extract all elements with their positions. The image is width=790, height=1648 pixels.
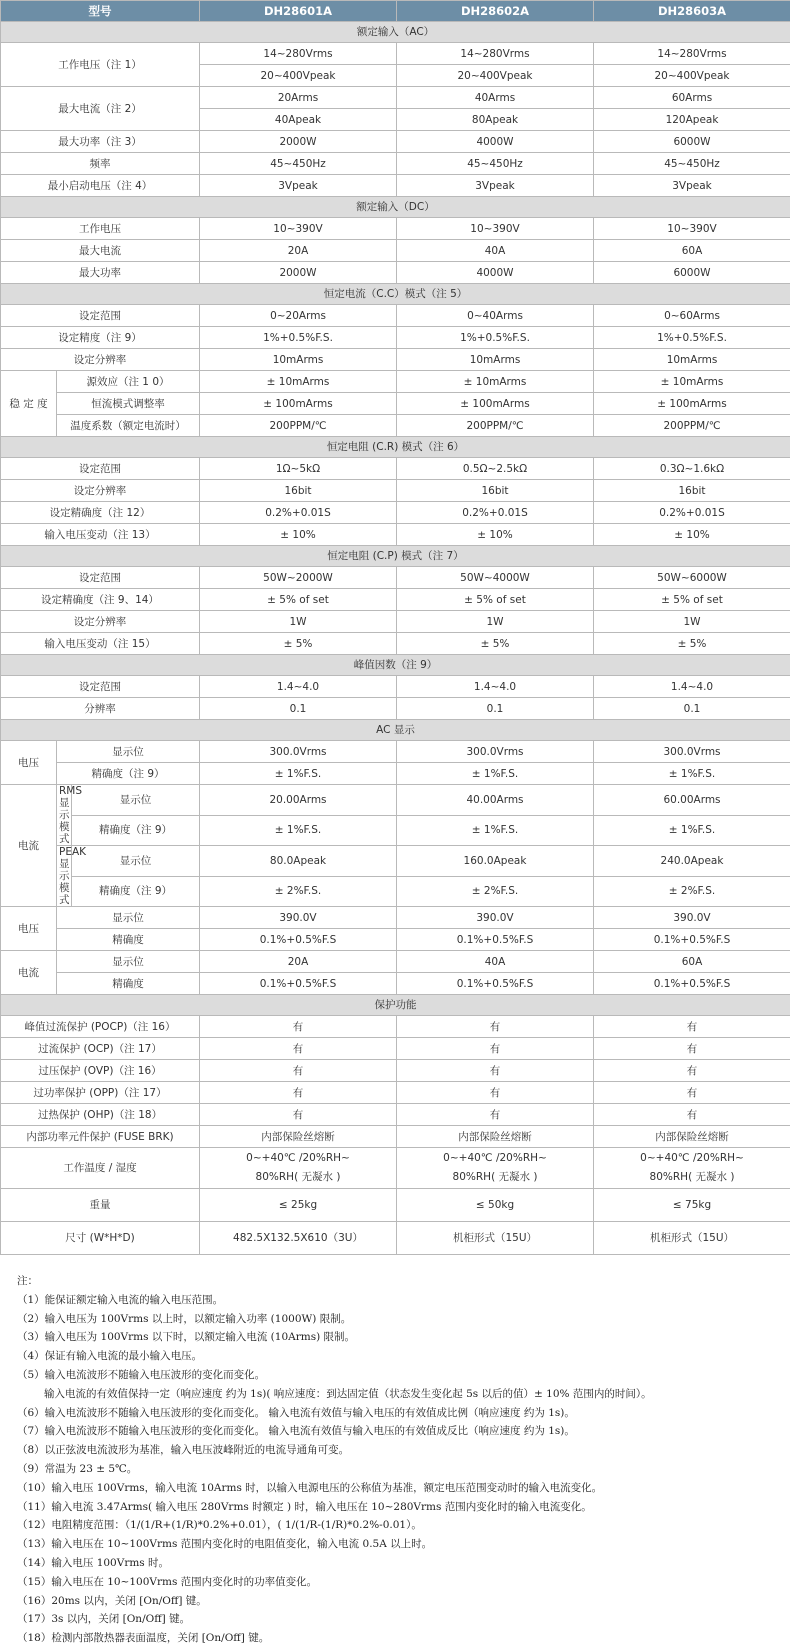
table-cell: 设定分辨率	[1, 611, 200, 633]
table-cell: 20~400Vpeak	[200, 65, 397, 87]
table-row	[1, 907, 790, 929]
note-item: （14）输入电压 100Vrms 时。	[17, 1554, 787, 1573]
table-cell: ± 10%	[397, 524, 594, 546]
table-cell: 45~450Hz	[594, 153, 790, 175]
table-cell: 200PPM/℃	[200, 415, 397, 437]
table-cell: 有	[594, 1104, 790, 1126]
table-row	[1, 1016, 790, 1038]
table-cell: 设定范围	[1, 676, 200, 698]
note-item: （11）输入电流 3.47Arms( 输入电压 280Vrms 时额定 ) 时，输入电压在 10~280Vrms 范围内变化时的输入电流变化。	[17, 1498, 787, 1517]
table-cell: 40.00Arms	[397, 785, 594, 816]
note-item: （10）输入电压 100Vrms，输入电流 10Arms 时，以输入电源电压的公称值为基准，额定电压范围变动时的输入电流变化。	[17, 1479, 787, 1498]
table-cell: ± 10%	[594, 524, 790, 546]
table-row	[1, 698, 790, 720]
table-cell: 0~20Arms	[200, 305, 397, 327]
table-cell: 0.1%+0.5%F.S	[397, 929, 594, 951]
table-cell: 0~40Arms	[397, 305, 594, 327]
table-cell: 设定精确度（注 9、14）	[1, 589, 200, 611]
table-cell: 有	[397, 1060, 594, 1082]
table-cell: ≤ 50kg	[397, 1189, 594, 1222]
table-cell: 40A	[397, 240, 594, 262]
table-cell: 0.1%+0.5%F.S	[397, 973, 594, 995]
table-cell: 20A	[200, 951, 397, 973]
table-row	[1, 371, 790, 393]
table-row	[1, 131, 790, 153]
table-row	[1, 240, 790, 262]
table-cell: 工作温度 / 湿度	[1, 1148, 200, 1189]
table-cell: 14~280Vrms	[200, 43, 397, 65]
table-cell: 1.4~4.0	[594, 676, 790, 698]
table-cell: 精确度	[57, 973, 200, 995]
table-cell: 设定范围	[1, 458, 200, 480]
table-cell: 0.1	[594, 698, 790, 720]
table-cell: 10~390V	[594, 218, 790, 240]
table-cell: 源效应（注 1 0）	[57, 371, 200, 393]
table-row	[1, 43, 790, 65]
table-row	[1, 480, 790, 502]
note-item: （6）输入电流波形不随输入电压波形的变化而变化。 输入电流有效值与输入电压的有效值成比例（响应速度 约为 1s)。	[17, 1404, 787, 1423]
table-cell: 80Apeak	[397, 109, 594, 131]
table-cell: 0.2%+0.01S	[594, 502, 790, 524]
note-item: （16）20ms 以内，关闭 [On/Off] 键。	[17, 1592, 787, 1611]
table-cell: ± 10mArms	[594, 371, 790, 393]
table-row	[1, 567, 790, 589]
header-model-label: 型号	[1, 1, 200, 22]
header-model-3: DH28603A	[594, 1, 790, 22]
table-cell: 390.0V	[200, 907, 397, 929]
table-cell: ± 10mArms	[397, 371, 594, 393]
table-cell: 0.1%+0.5%F.S	[594, 973, 790, 995]
table-cell: 电压	[1, 907, 57, 951]
table-cell: 稳 定 度	[1, 371, 57, 437]
table-cell: 3Vpeak	[397, 175, 594, 197]
table-row	[1, 951, 790, 973]
table-cell: 电流	[1, 951, 57, 995]
table-cell: 有	[200, 1104, 397, 1126]
table-row	[1, 458, 790, 480]
table-row	[1, 1060, 790, 1082]
table-row	[1, 153, 790, 175]
section-title: 保护功能	[1, 995, 790, 1016]
table-cell: 6000W	[594, 262, 790, 284]
table-cell: 内部保险丝熔断	[200, 1126, 397, 1148]
table-cell: 10~390V	[397, 218, 594, 240]
table-cell: 50W~4000W	[397, 567, 594, 589]
table-cell: 2000W	[200, 131, 397, 153]
table-row	[1, 1189, 790, 1222]
table-cell: 45~450Hz	[397, 153, 594, 175]
table-cell: ± 2%F.S.	[594, 876, 790, 907]
table-cell: 0.1	[200, 698, 397, 720]
note-item: 输入电流的有效值保持一定（响应速度 约为 1s)( 响应速度：到达固定值（状态发生变化起 5s 以后的值）± 10% 范围内的时间）。	[17, 1385, 787, 1404]
note-item: （12）电阻精度范围：（1/(1/R+(1/R)*0.2%+0.01），( 1/(1/R-(1/R)*0.2%-0.01）。	[17, 1516, 787, 1535]
table-cell: 有	[594, 1060, 790, 1082]
table-row	[1, 349, 790, 371]
table-cell: 电流	[1, 785, 57, 907]
table-cell: 内部保险丝熔断	[594, 1126, 790, 1148]
table-cell: 1.4~4.0	[397, 676, 594, 698]
table-cell: ≤ 75kg	[594, 1189, 790, 1222]
table-cell: 尺寸 (W*H*D)	[1, 1222, 200, 1255]
table-row	[1, 929, 790, 951]
table-cell: 60A	[594, 951, 790, 973]
section-header-row	[1, 720, 790, 741]
table-cell: 4000W	[397, 262, 594, 284]
table-cell: 2000W	[200, 262, 397, 284]
note-item: （7）输入电流波形不随输入电压波形的变化而变化。 输入电流有效值与输入电压的有效值成反比（响应速度 约为 1s)。	[17, 1422, 787, 1441]
table-cell: 0~+40℃ /20%RH~ 80%RH( 无凝水 )	[594, 1148, 790, 1189]
note-item: （8）以正弦波电流波形为基准，输入电压波峰附近的电流导通角可变。	[17, 1441, 787, 1460]
table-cell: 0.1%+0.5%F.S	[594, 929, 790, 951]
table-cell: 0.2%+0.01S	[200, 502, 397, 524]
table-cell: 最大功率（注 3）	[1, 131, 200, 153]
table-cell: 482.5X132.5X610（3U）	[200, 1222, 397, 1255]
section-header-row	[1, 22, 790, 43]
table-cell: 有	[397, 1082, 594, 1104]
note-item: （9）常温为 23 ± 5℃。	[17, 1460, 787, 1479]
table-cell: 设定范围	[1, 567, 200, 589]
table-cell: 40Arms	[397, 87, 594, 109]
table-cell: 工作电压	[1, 218, 200, 240]
table-row	[1, 973, 790, 995]
table-cell: 60A	[594, 240, 790, 262]
table-cell: 机柜形式（15U）	[594, 1222, 790, 1255]
table-cell: 0.5Ω~2.5kΩ	[397, 458, 594, 480]
table-cell: 0~+40℃ /20%RH~ 80%RH( 无凝水 )	[200, 1148, 397, 1189]
table-row	[1, 633, 790, 655]
table-row	[1, 87, 790, 109]
section-header-row	[1, 546, 790, 567]
header-model-1: DH28601A	[200, 1, 397, 22]
table-cell: 有	[594, 1082, 790, 1104]
table-row	[1, 327, 790, 349]
table-cell: 显示位	[72, 785, 200, 816]
spec-table-body	[1, 1, 790, 1255]
table-cell: 工作电压（注 1）	[1, 43, 200, 87]
table-cell: ± 1%F.S.	[397, 763, 594, 785]
table-cell: 重量	[1, 1189, 200, 1222]
section-header-row	[1, 197, 790, 218]
table-cell: ± 5% of set	[397, 589, 594, 611]
table-cell: 1%+0.5%F.S.	[397, 327, 594, 349]
table-row	[1, 1222, 790, 1255]
table-cell: 有	[594, 1038, 790, 1060]
section-title: 恒定电流（C.C）模式（注 5）	[1, 284, 790, 305]
note-item: （5）输入电流波形不随输入电压波形的变化而变化。	[17, 1366, 787, 1385]
notes-section	[17, 1272, 787, 1648]
table-cell: 最小启动电压（注 4）	[1, 175, 200, 197]
table-row	[1, 262, 790, 284]
table-cell: ± 2%F.S.	[397, 876, 594, 907]
table-cell: 160.0Apeak	[397, 846, 594, 877]
table-cell: 1W	[594, 611, 790, 633]
table-cell: 设定精确度（注 12）	[1, 502, 200, 524]
note-item: （18）检测内部散热器表面温度，关闭 [On/Off] 键。	[17, 1629, 787, 1648]
section-header-row	[1, 284, 790, 305]
table-cell: 有	[397, 1104, 594, 1126]
table-cell: ± 100mArms	[594, 393, 790, 415]
table-cell: 恒流模式调整率	[57, 393, 200, 415]
table-cell: 频率	[1, 153, 200, 175]
table-cell: 0~+40℃ /20%RH~ 80%RH( 无凝水 )	[397, 1148, 594, 1189]
table-cell: 设定分辨率	[1, 349, 200, 371]
table-cell: 300.0Vrms	[397, 741, 594, 763]
table-cell: 0.1%+0.5%F.S	[200, 973, 397, 995]
table-cell: 10mArms	[397, 349, 594, 371]
table-cell: 过压保护 (OVP)（注 16）	[1, 1060, 200, 1082]
table-cell: 显示位	[57, 741, 200, 763]
table-cell: 1W	[200, 611, 397, 633]
table-cell: 60.00Arms	[594, 785, 790, 816]
table-cell: 200PPM/℃	[397, 415, 594, 437]
table-cell: 3Vpeak	[594, 175, 790, 197]
table-cell: 设定分辨率	[1, 480, 200, 502]
table-cell: 0~60Arms	[594, 305, 790, 327]
table-row	[1, 589, 790, 611]
table-cell: ± 1%F.S.	[594, 763, 790, 785]
table-cell: 输入电压变动（注 13）	[1, 524, 200, 546]
section-title: 额定输入（DC）	[1, 197, 790, 218]
table-cell: 300.0Vrms	[200, 741, 397, 763]
table-cell: 1%+0.5%F.S.	[200, 327, 397, 349]
table-cell: 温度系数（额定电流时）	[57, 415, 200, 437]
table-cell: 有	[397, 1016, 594, 1038]
table-cell: ± 5% of set	[200, 589, 397, 611]
table-cell: 有	[200, 1082, 397, 1104]
table-cell: 14~280Vrms	[397, 43, 594, 65]
table-cell: 有	[200, 1038, 397, 1060]
table-cell: 40Apeak	[200, 109, 397, 131]
table-row	[1, 876, 790, 907]
note-item: （3）输入电压为 100Vrms 以下时，以额定输入电流 (10Arms) 限制。	[17, 1328, 787, 1347]
table-cell: 390.0V	[594, 907, 790, 929]
table-cell: ± 100mArms	[397, 393, 594, 415]
table-cell: 60Arms	[594, 87, 790, 109]
table-cell: 10mArms	[594, 349, 790, 371]
table-row	[1, 1126, 790, 1148]
note-item: （13）输入电压在 10~100Vrms 范围内变化时的电阻值变化，输入电流 0.5A 以上时。	[17, 1535, 787, 1554]
table-cell: ± 1%F.S.	[594, 815, 790, 846]
table-cell: 16bit	[397, 480, 594, 502]
table-cell: 0.1	[397, 698, 594, 720]
table-row	[1, 611, 790, 633]
table-row	[1, 502, 790, 524]
table-cell: 最大电流	[1, 240, 200, 262]
table-row	[1, 1038, 790, 1060]
table-row	[1, 305, 790, 327]
table-cell: 16bit	[594, 480, 790, 502]
table-cell: 电压	[1, 741, 57, 785]
table-row	[1, 1104, 790, 1126]
table-cell: 有	[200, 1060, 397, 1082]
header-model-2: DH28602A	[397, 1, 594, 22]
table-row	[1, 846, 790, 877]
table-cell: 45~450Hz	[200, 153, 397, 175]
section-header-row	[1, 995, 790, 1016]
table-row	[1, 676, 790, 698]
table-row	[1, 175, 790, 197]
table-cell: 过功率保护 (OPP)（注 17）	[1, 1082, 200, 1104]
table-cell: ± 10%	[200, 524, 397, 546]
table-row	[1, 741, 790, 763]
table-cell: 机柜形式（15U）	[397, 1222, 594, 1255]
table-cell: PEAK 显示 模式	[57, 846, 72, 907]
table-cell: 精确度（注 9）	[72, 815, 200, 846]
table-cell: 240.0Apeak	[594, 846, 790, 877]
section-title: 恒定电阻 (C.P) 模式（注 7）	[1, 546, 790, 567]
table-cell: 10~390V	[200, 218, 397, 240]
table-cell: 20~400Vpeak	[397, 65, 594, 87]
section-title: 峰值因数（注 9）	[1, 655, 790, 676]
table-cell: 20A	[200, 240, 397, 262]
table-row	[1, 415, 790, 437]
table-cell: 20~400Vpeak	[594, 65, 790, 87]
table-cell: 6000W	[594, 131, 790, 153]
table-cell: 50W~6000W	[594, 567, 790, 589]
table-cell: 精确度（注 9）	[57, 763, 200, 785]
table-cell: 16bit	[200, 480, 397, 502]
table-cell: 1%+0.5%F.S.	[594, 327, 790, 349]
table-cell: RMS 显示 模式	[57, 785, 72, 846]
table-cell: 20Arms	[200, 87, 397, 109]
table-cell: 0.3Ω~1.6kΩ	[594, 458, 790, 480]
table-cell: 最大功率	[1, 262, 200, 284]
table-row	[1, 785, 790, 816]
table-cell: ± 1%F.S.	[200, 815, 397, 846]
table-cell: ± 1%F.S.	[200, 763, 397, 785]
table-cell: 显示位	[57, 907, 200, 929]
table-cell: 3Vpeak	[200, 175, 397, 197]
table-cell: 设定精度（注 9）	[1, 327, 200, 349]
table-cell: 最大电流（注 2）	[1, 87, 200, 131]
table-cell: 0.1%+0.5%F.S	[200, 929, 397, 951]
table-cell: 有	[200, 1016, 397, 1038]
table-cell: 精确度	[57, 929, 200, 951]
table-cell: 120Apeak	[594, 109, 790, 131]
section-title: AC 显示	[1, 720, 790, 741]
table-cell: 有	[397, 1038, 594, 1060]
table-cell: ± 5%	[397, 633, 594, 655]
table-cell: 过热保护 (OHP)（注 18）	[1, 1104, 200, 1126]
table-cell: 1.4~4.0	[200, 676, 397, 698]
note-item: （4）保证有输入电流的最小输入电压。	[17, 1347, 787, 1366]
section-title: 额定输入（AC）	[1, 22, 790, 43]
table-cell: ± 5%	[200, 633, 397, 655]
table-cell: 有	[594, 1016, 790, 1038]
table-cell: 80.0Apeak	[200, 846, 397, 877]
table-cell: 过流保护 (OCP)（注 17）	[1, 1038, 200, 1060]
note-item: （17）3s 以内，关闭 [On/Off] 键。	[17, 1610, 787, 1629]
table-cell: 设定范围	[1, 305, 200, 327]
table-cell: 峰值过流保护 (POCP)（注 16）	[1, 1016, 200, 1038]
table-cell: 200PPM/℃	[594, 415, 790, 437]
table-cell: ± 5% of set	[594, 589, 790, 611]
table-cell: 输入电压变动（注 15）	[1, 633, 200, 655]
table-cell: 1W	[397, 611, 594, 633]
table-row	[1, 524, 790, 546]
table-cell: 分辨率	[1, 698, 200, 720]
table-header-row	[1, 1, 790, 22]
note-item: （2）输入电压为 100Vrms 以上时，以额定输入功率 (1000W) 限制。	[17, 1310, 787, 1329]
table-cell: ± 10mArms	[200, 371, 397, 393]
notes-title: 注：	[17, 1272, 787, 1291]
note-item: （15）输入电压在 10~100Vrms 范围内变化时的功率值变化。	[17, 1573, 787, 1592]
table-cell: ± 2%F.S.	[200, 876, 397, 907]
table-row	[1, 393, 790, 415]
table-row	[1, 815, 790, 846]
table-cell: ≤ 25kg	[200, 1189, 397, 1222]
table-cell: 390.0V	[397, 907, 594, 929]
table-cell: 显示位	[57, 951, 200, 973]
table-cell: 20.00Arms	[200, 785, 397, 816]
table-cell: 0.2%+0.01S	[397, 502, 594, 524]
section-header-row	[1, 437, 790, 458]
table-cell: 显示位	[72, 846, 200, 877]
table-cell: 300.0Vrms	[594, 741, 790, 763]
table-row	[1, 1082, 790, 1104]
table-cell: 1Ω~5kΩ	[200, 458, 397, 480]
table-cell: 14~280Vrms	[594, 43, 790, 65]
section-header-row	[1, 655, 790, 676]
table-cell: 10mArms	[200, 349, 397, 371]
table-cell: 内部功率元件保护 (FUSE BRK)	[1, 1126, 200, 1148]
table-cell: ± 100mArms	[200, 393, 397, 415]
table-row	[1, 218, 790, 240]
table-row	[1, 1148, 790, 1189]
section-title: 恒定电阻 (C.R) 模式（注 6）	[1, 437, 790, 458]
table-cell: 4000W	[397, 131, 594, 153]
table-cell: 精确度（注 9）	[72, 876, 200, 907]
table-row	[1, 763, 790, 785]
table-cell: 50W~2000W	[200, 567, 397, 589]
table-cell: ± 5%	[594, 633, 790, 655]
table-cell: 40A	[397, 951, 594, 973]
table-cell: ± 1%F.S.	[397, 815, 594, 846]
table-cell: 内部保险丝熔断	[397, 1126, 594, 1148]
note-item: （1）能保证额定输入电流的输入电压范围。	[17, 1291, 787, 1310]
